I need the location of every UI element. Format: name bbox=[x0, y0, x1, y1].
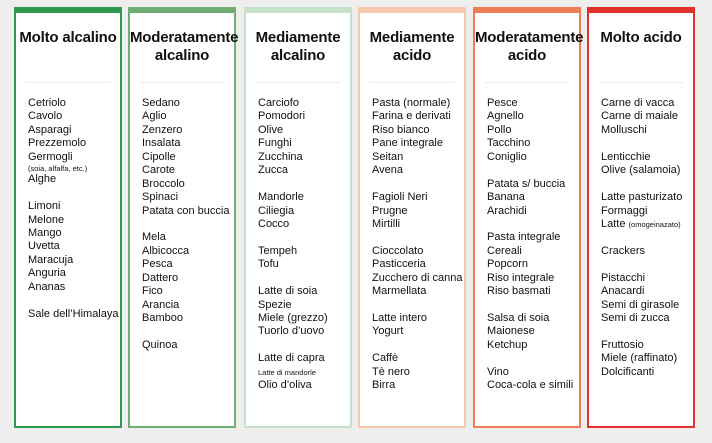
food-item-label: Germogli bbox=[28, 150, 73, 163]
food-item bbox=[28, 151, 116, 164]
spacer bbox=[142, 325, 230, 338]
food-item-label: Zenzero bbox=[142, 123, 183, 136]
food-item-label: Tempeh bbox=[258, 244, 298, 257]
spacer bbox=[487, 218, 575, 231]
column-title: Moderatamente acido bbox=[475, 29, 584, 64]
food-item-label: Fagioli Neri bbox=[372, 191, 428, 204]
food-item-label: Prugne bbox=[372, 204, 408, 217]
food-item-label: Broccolo bbox=[142, 177, 185, 190]
column-moderatamente-alcalino bbox=[128, 7, 239, 428]
food-item-label: Caffè bbox=[372, 352, 399, 365]
food-item bbox=[601, 110, 689, 123]
food-item-label: Olio d’oliva bbox=[258, 379, 312, 392]
food-item-label: Pasta (normale) bbox=[372, 97, 451, 109]
divider bbox=[26, 82, 110, 83]
food-item bbox=[258, 379, 346, 392]
spacer bbox=[487, 299, 575, 312]
food-item-label: Cereali bbox=[487, 244, 522, 257]
food-item-label: Prezzemolo bbox=[28, 137, 87, 150]
food-item-label: Tè nero bbox=[372, 365, 410, 378]
column-mediamente-alcalino bbox=[244, 7, 352, 428]
food-item bbox=[142, 151, 230, 164]
spacer bbox=[372, 339, 460, 352]
spacer bbox=[258, 339, 346, 352]
food-item-label: Carote bbox=[142, 164, 176, 177]
food-item-label: Anacardi bbox=[601, 285, 645, 298]
food-item bbox=[28, 124, 116, 137]
food-item bbox=[487, 272, 575, 285]
food-item-label: Semi di girasole bbox=[601, 298, 680, 311]
spacer bbox=[28, 294, 116, 307]
food-item bbox=[372, 325, 460, 338]
food-item-label: Latte pasturizato bbox=[601, 191, 683, 204]
food-item bbox=[142, 205, 230, 218]
food-item-label: Tuorlo d’uovo bbox=[258, 325, 325, 338]
column-title: Moderatamente alcalino bbox=[130, 29, 239, 64]
food-item bbox=[28, 281, 116, 294]
food-item-label: Vino bbox=[487, 365, 509, 378]
food-item bbox=[372, 97, 460, 110]
food-item bbox=[258, 137, 346, 150]
food-item-label: Tofu bbox=[258, 258, 279, 271]
food-item-label: Popcorn bbox=[487, 258, 528, 271]
food-item bbox=[28, 173, 116, 186]
food-item bbox=[372, 110, 460, 123]
column-title: Mediamente acido bbox=[369, 29, 455, 64]
food-item bbox=[372, 271, 463, 285]
food-item-label: Latte intero bbox=[372, 312, 428, 324]
food-item bbox=[601, 218, 689, 231]
food-item bbox=[372, 124, 460, 137]
food-item bbox=[28, 267, 116, 280]
spacer bbox=[601, 258, 689, 271]
food-item-label: Pesce bbox=[487, 97, 518, 109]
food-item-label: Pollo bbox=[487, 123, 512, 136]
food-item bbox=[258, 191, 346, 204]
food-item bbox=[487, 137, 575, 150]
food-item bbox=[28, 254, 116, 267]
column-molto-acido bbox=[587, 7, 695, 428]
spacer bbox=[487, 352, 575, 365]
food-item-label: Sale dell’Himalaya bbox=[28, 307, 119, 320]
food-item bbox=[28, 137, 116, 150]
food-item-label: Ananas bbox=[28, 280, 66, 293]
food-item bbox=[28, 240, 116, 253]
food-item bbox=[601, 97, 689, 110]
food-item-label: Crackers bbox=[601, 244, 646, 257]
food-item-label: Farina e derivati bbox=[372, 110, 451, 123]
food-item bbox=[258, 245, 346, 258]
food-item bbox=[601, 366, 689, 379]
food-item-label: Pistacchi bbox=[601, 271, 646, 284]
food-item-note: (omogeinazato) bbox=[628, 219, 681, 229]
food-item-label: Maionese bbox=[487, 325, 535, 338]
food-item-label: Cetriolo bbox=[28, 97, 66, 109]
food-item bbox=[601, 272, 689, 285]
food-item bbox=[601, 285, 689, 298]
food-item bbox=[258, 164, 346, 177]
food-item bbox=[142, 110, 230, 123]
food-item-label: Spinaci bbox=[142, 191, 179, 204]
food-item bbox=[601, 339, 689, 352]
food-item bbox=[28, 227, 116, 240]
column-title: Molto alcalino bbox=[19, 29, 117, 46]
food-item-label: Sedano bbox=[142, 97, 180, 109]
food-item-label: Mirtilli bbox=[372, 217, 401, 230]
food-item bbox=[601, 151, 689, 164]
food-item-label: Cavolo bbox=[28, 110, 63, 123]
food-list bbox=[142, 97, 230, 352]
food-item-label: Mandorle bbox=[258, 191, 304, 204]
spacer bbox=[142, 218, 230, 231]
food-item bbox=[601, 245, 689, 258]
food-item-label: Ketchup bbox=[487, 338, 528, 351]
food-item-label: Riso integrale bbox=[487, 271, 555, 284]
food-item bbox=[28, 110, 116, 123]
food-item-label: Carne di vacca bbox=[601, 97, 675, 109]
food-item-label: Formaggi bbox=[601, 204, 648, 217]
food-item-label: Latte di capra bbox=[258, 352, 325, 365]
food-item-label: Carne di maiale bbox=[601, 110, 679, 123]
food-item-label: Zucchina bbox=[258, 150, 303, 163]
food-item bbox=[142, 164, 230, 177]
food-item bbox=[142, 97, 230, 110]
food-item-label: Pane integrale bbox=[372, 137, 443, 150]
food-item-label: Coniglio bbox=[487, 150, 527, 163]
food-item-label: Patata con buccia bbox=[142, 204, 230, 217]
food-item-label: Ciliegia bbox=[258, 204, 295, 217]
food-item bbox=[372, 366, 460, 379]
food-item-label: Salsa di soia bbox=[487, 312, 550, 324]
column-molto-alcalino bbox=[14, 7, 122, 428]
spacer bbox=[258, 231, 346, 244]
food-item bbox=[28, 97, 116, 110]
food-item-label: Asparagi bbox=[28, 123, 72, 136]
food-item-label: Agnello bbox=[487, 110, 524, 123]
food-item bbox=[258, 205, 346, 218]
food-item-label: Latte bbox=[601, 217, 626, 230]
food-item bbox=[258, 366, 346, 379]
food-item bbox=[258, 258, 346, 271]
column-title: Mediamente alcalino bbox=[255, 29, 341, 64]
food-item bbox=[142, 285, 230, 298]
food-item-label: Patata s/ buccia bbox=[487, 177, 566, 190]
food-item-label: Latte di soia bbox=[258, 285, 318, 298]
spacer bbox=[372, 299, 460, 312]
food-item bbox=[258, 151, 346, 164]
food-item bbox=[142, 191, 230, 204]
food-item-label: Yogurt bbox=[372, 325, 404, 338]
food-item-label: Fico bbox=[142, 285, 163, 298]
food-item bbox=[601, 205, 689, 218]
food-item bbox=[487, 366, 575, 379]
food-item bbox=[372, 285, 460, 298]
food-item bbox=[142, 124, 230, 137]
food-item bbox=[487, 97, 575, 110]
food-item bbox=[487, 339, 575, 352]
food-item bbox=[601, 299, 689, 312]
food-item bbox=[601, 191, 689, 204]
food-item-label: Pasta integrale bbox=[487, 231, 561, 244]
food-item-label: Banana bbox=[487, 191, 525, 204]
food-item-label: Zucca bbox=[258, 164, 288, 177]
food-item bbox=[487, 110, 575, 123]
food-item-label: Anguria bbox=[28, 267, 66, 280]
food-item bbox=[28, 214, 116, 227]
food-item-label: Lenticchie bbox=[601, 150, 651, 163]
food-item-label: Latte di mandorle bbox=[258, 367, 316, 377]
food-list bbox=[601, 97, 689, 379]
food-item-label: Seitan bbox=[372, 150, 404, 163]
food-item bbox=[372, 245, 460, 258]
food-item-label: Riso bianco bbox=[372, 123, 430, 136]
food-item bbox=[258, 299, 346, 312]
food-item-label: Pasticceria bbox=[372, 258, 426, 271]
food-item bbox=[142, 245, 230, 258]
spacer bbox=[258, 178, 346, 191]
food-item bbox=[601, 164, 689, 177]
food-item bbox=[258, 325, 346, 338]
food-item-label: Uvetta bbox=[28, 240, 60, 253]
food-item bbox=[142, 258, 230, 271]
food-item bbox=[372, 379, 460, 392]
spacer bbox=[28, 187, 116, 200]
spacer bbox=[372, 178, 460, 191]
food-item-label: Coca-cola e simili bbox=[487, 379, 574, 392]
food-item-label: Semi di zucca bbox=[601, 312, 670, 324]
food-item-label: Dattero bbox=[142, 271, 179, 284]
food-item bbox=[258, 110, 346, 123]
food-item-label: Bamboo bbox=[142, 312, 183, 324]
food-item bbox=[258, 124, 346, 137]
food-item-label: Molluschi bbox=[601, 123, 647, 136]
food-item bbox=[372, 352, 460, 365]
divider bbox=[485, 82, 569, 83]
food-item-label: Pesca bbox=[142, 258, 173, 271]
food-item bbox=[372, 151, 460, 164]
food-item bbox=[142, 272, 230, 285]
food-item bbox=[142, 137, 230, 150]
food-item bbox=[487, 231, 575, 244]
divider bbox=[140, 82, 224, 83]
food-item-label: Albicocca bbox=[142, 244, 190, 257]
food-item bbox=[258, 352, 346, 365]
food-list bbox=[487, 97, 575, 393]
food-item bbox=[487, 258, 575, 271]
food-item-label: Dolcificanti bbox=[601, 365, 655, 378]
spacer bbox=[601, 178, 689, 191]
spacer bbox=[601, 325, 689, 338]
food-item bbox=[372, 312, 460, 325]
food-item bbox=[372, 137, 460, 150]
food-item bbox=[372, 218, 460, 231]
food-item bbox=[601, 124, 689, 137]
food-item bbox=[372, 205, 460, 218]
spacer bbox=[601, 231, 689, 244]
food-list bbox=[258, 97, 346, 393]
food-item-label: Fruttosio bbox=[601, 338, 644, 351]
food-item bbox=[372, 258, 460, 271]
food-item-label: Cipolle bbox=[142, 150, 176, 163]
food-item bbox=[372, 191, 460, 204]
food-item bbox=[487, 178, 575, 191]
food-item-label: Olive bbox=[258, 123, 284, 136]
food-item bbox=[142, 231, 230, 244]
spacer bbox=[601, 137, 689, 150]
food-item bbox=[487, 191, 575, 204]
food-item-label: Limoni bbox=[28, 200, 61, 213]
food-item-label: Tacchino bbox=[487, 137, 531, 150]
food-item-label: Melone bbox=[28, 213, 65, 226]
food-item bbox=[487, 285, 575, 298]
column-moderatamente-acido bbox=[473, 7, 584, 428]
food-item-label: Birra bbox=[372, 379, 396, 392]
food-list bbox=[372, 97, 463, 393]
divider bbox=[599, 82, 683, 83]
food-item-label: Zucchero di canna bbox=[372, 271, 463, 284]
spacer bbox=[372, 231, 460, 244]
food-item bbox=[487, 379, 575, 392]
food-item bbox=[487, 151, 575, 164]
divider bbox=[256, 82, 340, 83]
spacer bbox=[258, 272, 346, 285]
food-item-label: Alghe bbox=[28, 173, 57, 186]
food-item-label: Insalata bbox=[142, 137, 181, 150]
column-title: Molto acido bbox=[600, 29, 682, 46]
food-item-label: Spezie bbox=[258, 298, 292, 311]
food-item bbox=[142, 312, 230, 325]
food-item bbox=[258, 285, 346, 298]
column-mediamente-acido bbox=[358, 7, 466, 428]
food-item-label: Cioccolato bbox=[372, 244, 424, 257]
food-item bbox=[142, 178, 230, 191]
food-list bbox=[28, 97, 119, 321]
food-item-label: Avena bbox=[372, 164, 403, 177]
food-item-label: Miele (raffinato) bbox=[601, 352, 678, 365]
food-item-label: Pomodori bbox=[258, 110, 306, 123]
food-item bbox=[487, 312, 575, 325]
food-item-label: Maracuja bbox=[28, 253, 74, 266]
food-item-label: (soia, alfalfa, etc.) bbox=[28, 164, 88, 174]
food-item bbox=[142, 339, 230, 352]
food-item-label: Olive (salamoia) bbox=[601, 164, 681, 177]
divider bbox=[370, 82, 454, 83]
food-item bbox=[601, 352, 689, 365]
food-item-label: Marmellata bbox=[372, 285, 427, 298]
food-item bbox=[258, 97, 346, 110]
food-item-label: Carciofo bbox=[258, 97, 299, 109]
food-item bbox=[28, 200, 116, 213]
food-item bbox=[28, 307, 119, 321]
food-item-label: Miele (grezzo) bbox=[258, 312, 328, 324]
food-item bbox=[258, 312, 346, 325]
food-item bbox=[258, 218, 346, 231]
food-item-label: Arancia bbox=[142, 298, 180, 311]
food-item bbox=[372, 164, 460, 177]
food-item bbox=[487, 124, 575, 137]
spacer bbox=[487, 164, 575, 177]
food-item-label: Riso basmati bbox=[487, 285, 551, 298]
food-item bbox=[487, 205, 575, 218]
food-item bbox=[28, 164, 116, 173]
food-item bbox=[487, 245, 575, 258]
food-item bbox=[601, 312, 689, 325]
food-item-label: Mela bbox=[142, 231, 166, 244]
food-item-label: Aglio bbox=[142, 110, 167, 123]
food-item-label: Arachidi bbox=[487, 204, 527, 217]
food-item-label: Funghi bbox=[258, 137, 292, 150]
food-item-label: Quinoa bbox=[142, 338, 178, 351]
food-item-label: Mango bbox=[28, 226, 62, 239]
food-item-label: Cocco bbox=[258, 217, 290, 230]
food-item bbox=[487, 325, 575, 338]
food-item bbox=[142, 299, 230, 312]
